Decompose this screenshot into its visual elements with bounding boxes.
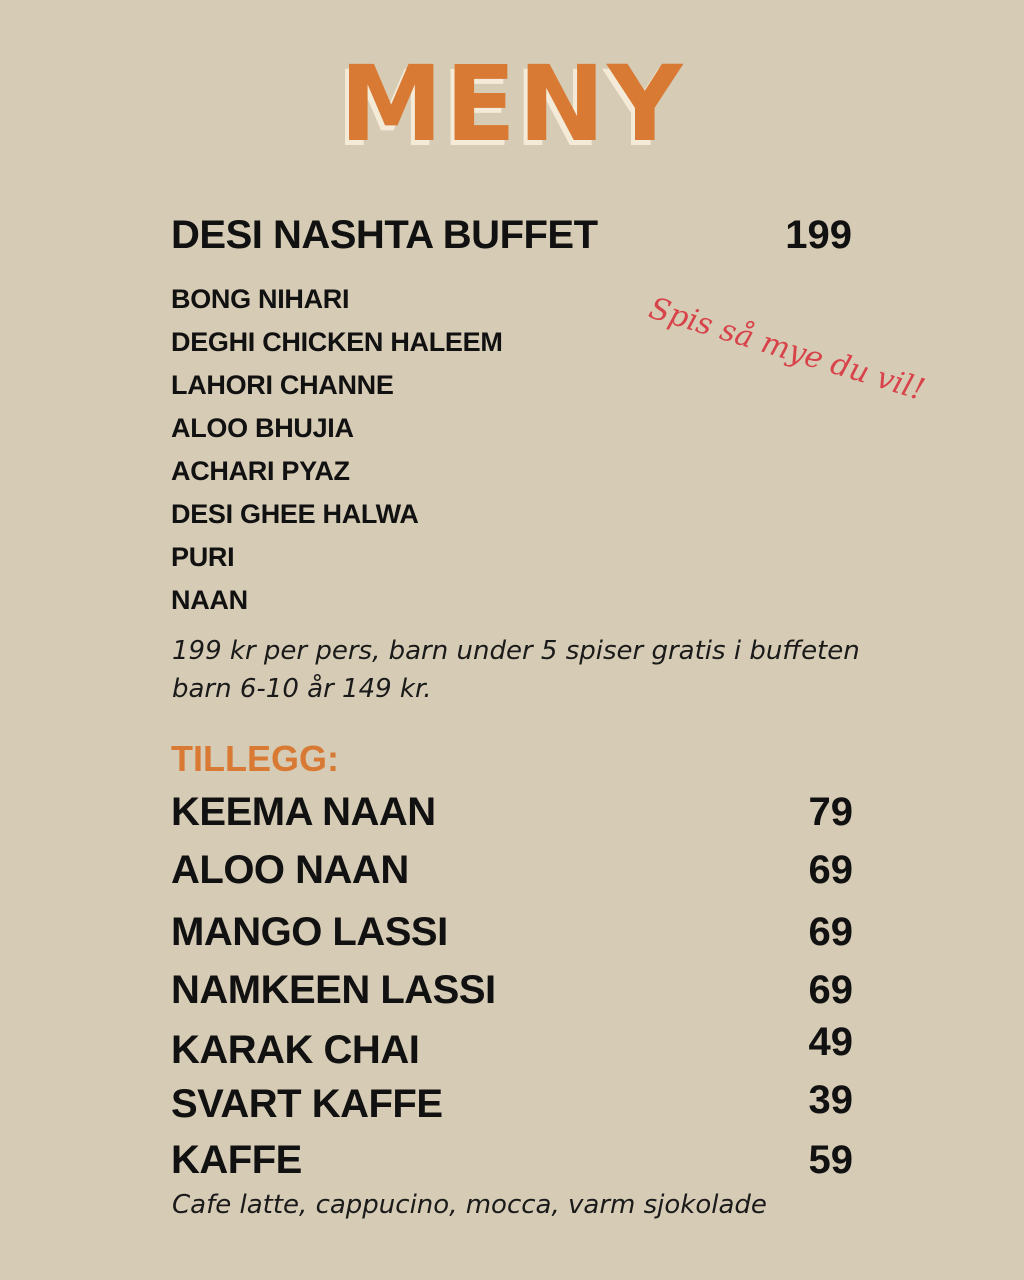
buffet-name: DESI NASHTA BUFFET [171, 213, 598, 257]
addon-price: 69 [808, 968, 853, 1012]
buffet-item: ACHARI PYAZ [171, 456, 350, 486]
buffet-price: 199 [785, 213, 852, 257]
addons-heading: TILLEGG: [171, 738, 339, 779]
addon-price: 69 [808, 848, 853, 892]
addon-price: 69 [808, 910, 853, 954]
buffet-item: BONG NIHARI [171, 284, 350, 314]
buffet-note-line: 199 kr per pers, barn under 5 spiser gratis i buffeten [172, 636, 860, 666]
buffet-item: DESI GHEE HALWA [171, 499, 419, 529]
buffet-item: DEGHI CHICKEN HALEEM [171, 327, 503, 357]
addon-price: 79 [808, 790, 853, 834]
buffet-item-list [171, 280, 503, 624]
buffet-item: PURI [171, 542, 235, 572]
menu-title: MENY [339, 43, 685, 165]
addon-name: NAMKEEN LASSI [171, 968, 496, 1012]
buffet-note-line: barn 6-10 år 149 kr. [172, 674, 432, 704]
buffet-price-note [172, 632, 872, 708]
addon-name: KEEMA NAAN [171, 790, 436, 834]
addon-price: 59 [808, 1138, 853, 1182]
addon-name: KARAK CHAI [171, 1028, 420, 1072]
buffet-item: LAHORI CHANNE [171, 370, 394, 400]
addon-name: SVART KAFFE [171, 1082, 443, 1126]
addon-name: KAFFE [171, 1138, 302, 1182]
addon-price: 49 [808, 1020, 853, 1064]
addon-name: MANGO LASSI [171, 910, 448, 954]
kaffe-description: Cafe latte, cappucino, mocca, varm sjokolade [172, 1190, 767, 1220]
addon-price: 39 [808, 1078, 853, 1122]
buffet-item: ALOO BHUJIA [171, 413, 354, 443]
buffet-item: NAAN [171, 585, 248, 615]
buffet-tagline: Spis så mye du vil! [644, 290, 929, 408]
addon-name: ALOO NAAN [171, 848, 409, 892]
